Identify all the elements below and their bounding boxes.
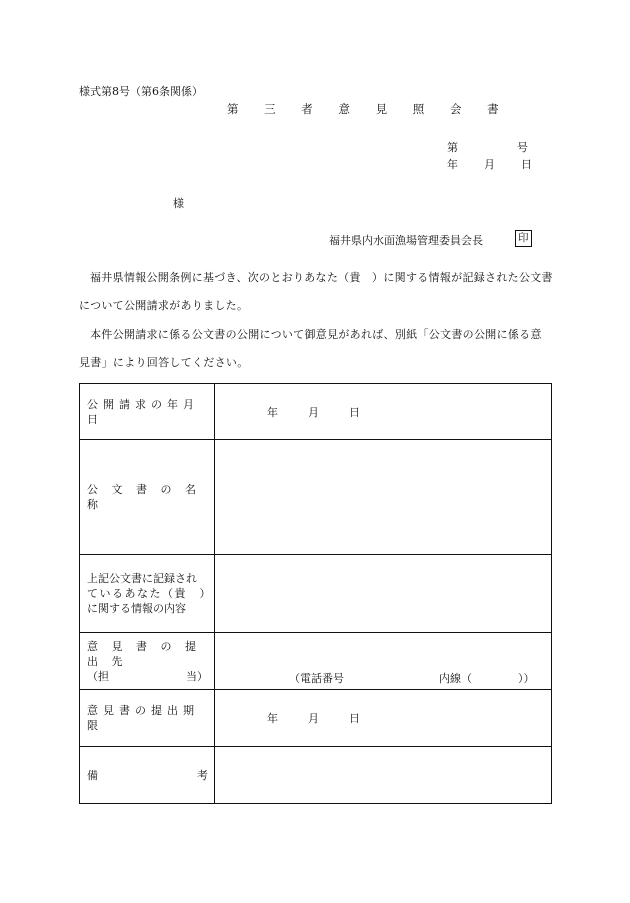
request-date-label: 公開請求の年月日: [80, 384, 215, 440]
issue-date-day: 日: [521, 158, 532, 171]
submission-dest-label-line2: [87, 669, 208, 684]
page-title: 第 三 者 意 見 照 会 書: [227, 102, 510, 116]
body-paragraph-2: 本件公開請求に係る公文書の公開について御意見があれば、別紙「公文書の公開に係る意見書」により回答してください。: [79, 328, 542, 369]
issue-date-year: 年: [447, 158, 458, 171]
info-content-label-line1: 上記公文書に記録され: [87, 572, 197, 585]
deadline-label: 意見書の提出期限: [80, 690, 215, 747]
table-row-remarks: [80, 747, 552, 804]
document-name-value: [215, 440, 552, 555]
request-date-day: 日: [349, 405, 360, 419]
inquiry-table: [79, 383, 552, 804]
request-date-value: [215, 384, 552, 440]
submission-dest-label-line1: 意 見 書 の 提 出 先: [87, 639, 201, 668]
issue-date-month: 月: [484, 158, 495, 171]
deadline-year: 年: [267, 712, 278, 725]
document-name-label: 公 文 書 の 名 称: [80, 440, 215, 555]
deadline-value: [215, 690, 552, 747]
extension-label: 内線（: [439, 672, 472, 685]
issue-date: [447, 156, 532, 172]
submission-dest-label: [80, 633, 215, 690]
sender-name: 福井県内水面漁場管理委員会長: [329, 234, 483, 247]
info-content-value: [215, 555, 552, 633]
table-row-info-content: [80, 555, 552, 633]
person-in-charge-open: （担: [87, 669, 109, 683]
request-date-year: 年: [267, 405, 278, 419]
table-row-submission-dest: [80, 633, 552, 690]
remarks-value: [215, 747, 552, 804]
seal-stamp: 印: [515, 230, 532, 247]
body-paragraph-1: 福井県情報公開条例に基づき、次のとおりあなた（貴 ）に関する情報が記録された公文書について公開請求がありました。: [79, 271, 553, 312]
deadline-day: 日: [349, 712, 360, 725]
request-date-month: 月: [308, 405, 319, 419]
table-row-deadline: [80, 690, 552, 747]
info-content-label: [80, 555, 215, 633]
form-number: 様式第8号（第6条関係）: [79, 85, 203, 98]
deadline-month: 月: [308, 712, 319, 725]
person-in-charge-close: 当）: [186, 669, 208, 683]
table-row-request-date: [80, 384, 552, 440]
info-content-label-line3: に関する情報の内容: [87, 602, 186, 615]
submission-dest-value: [215, 633, 552, 690]
remarks-label-left: 備: [87, 768, 98, 782]
document-number-label: 第: [447, 141, 458, 154]
remarks-label: [80, 747, 215, 804]
info-content-label-line2: ているあなた（貴 ）: [87, 587, 212, 600]
addressee-suffix: 様: [173, 197, 184, 210]
phone-label: （電話番号: [289, 672, 344, 685]
document-number-suffix: 号: [517, 141, 528, 154]
extension-close: ））: [518, 672, 535, 685]
table-row-document-name: [80, 440, 552, 555]
remarks-label-right: 考: [197, 768, 208, 782]
